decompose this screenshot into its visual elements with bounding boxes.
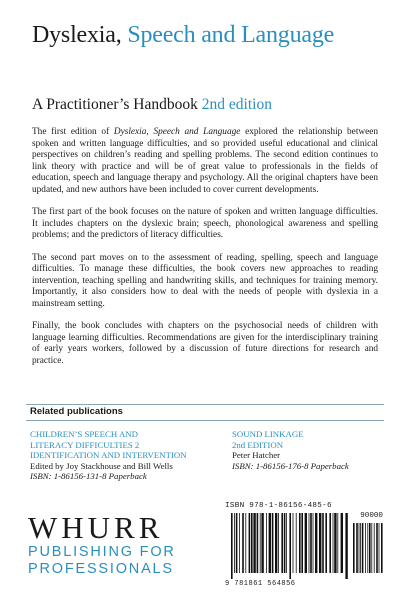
barcode-isbn-text: ISBN 978-1-86156-485-6 [225, 502, 332, 510]
barcode-bars [225, 513, 385, 579]
barcode-addon-digits: 90000 [360, 512, 383, 520]
related-right-title-1: SOUND LINKAGE [232, 429, 304, 439]
blurb [32, 127, 378, 378]
blurb-p1-rest: explored the relationship between spoken and written language difficulties, and so provided useful educational and clinical perspectives on children’s reading and spelling problems. The second edition continues to link theory with practice and will be of great value to professionals in the fields of education, speech and language therapy and psychology. All the original chapters have been updated, and new authors have been included to cover current developments. [32, 127, 379, 195]
related-right-author: Peter Hatcher [232, 450, 281, 461]
blurb-p1-book-title: Dyslexia, Speech and Language [113, 127, 241, 137]
edition-label: 2nd edition [201, 96, 272, 113]
publisher-name: WHURR [28, 510, 164, 545]
blurb-paragraph-2: The first part of the book focuses on the nature of spoken and written language difficulties. It includes chapters on the dyslexic brain; speech, phonological awareness and spelling problems; and the predictors of literacy difficulties. [32, 207, 378, 241]
book-title-part2: Speech and Language [127, 22, 335, 48]
related-left-isbn: ISBN: 1-86156-131-8 Paperback [30, 471, 147, 482]
blurb-paragraph-3: The second part moves on to the assessment of reading, spelling, speech and language difficulties. To manage these difficulties, the book covers new approaches to reading intervention, teaching spelling and handwriting skills, and techniques for training memory. Importantly, it also considers how to deal with the needs of people with dyslexia in a mainstream setting. [32, 252, 378, 309]
related-left-title-3: IDENTIFICATION AND INTERVENTION [30, 450, 187, 461]
related-right-isbn: ISBN: 1-86156-176-8 Paperback [232, 460, 349, 471]
related-publication-left [30, 429, 230, 482]
blurb-paragraph-4: Finally, the book concludes with chapters on the psychosocial needs of children with language learning difficulties. Recommendations are given for the interdisciplinary training of early years workers, followed by a discussion of future directions for research and practice. [32, 321, 378, 366]
related-left-title-2: LITERACY DIFFICULTIES 2 [30, 439, 140, 450]
publisher-tagline-2: PROFESSIONALS [28, 561, 174, 577]
subtitle-text: A Practitioner’s Handbook [32, 96, 198, 113]
book-title-part1: Dyslexia, [32, 22, 128, 48]
related-left-title-1: CHILDREN’S SPEECH AND [30, 429, 139, 439]
barcode-digits: 9 781861 564856 [225, 580, 296, 588]
book-title [32, 22, 382, 48]
blurb-p1-start: The first edition of [32, 127, 114, 137]
publisher-logo [28, 512, 176, 578]
divider-bottom [26, 420, 384, 421]
barcode [225, 502, 385, 592]
publisher-tagline-1: PUBLISHING FOR [28, 544, 176, 560]
related-right-title-2: 2nd EDITION [232, 439, 284, 450]
related-heading: Related publications [30, 406, 123, 417]
book-subtitle [32, 96, 382, 114]
blurb-paragraph-1 [32, 127, 378, 197]
related-left-editors: Edited by Joy Stackhouse and Bill Wells [30, 460, 173, 471]
divider-top [26, 404, 384, 405]
related-publication-right [232, 429, 382, 471]
